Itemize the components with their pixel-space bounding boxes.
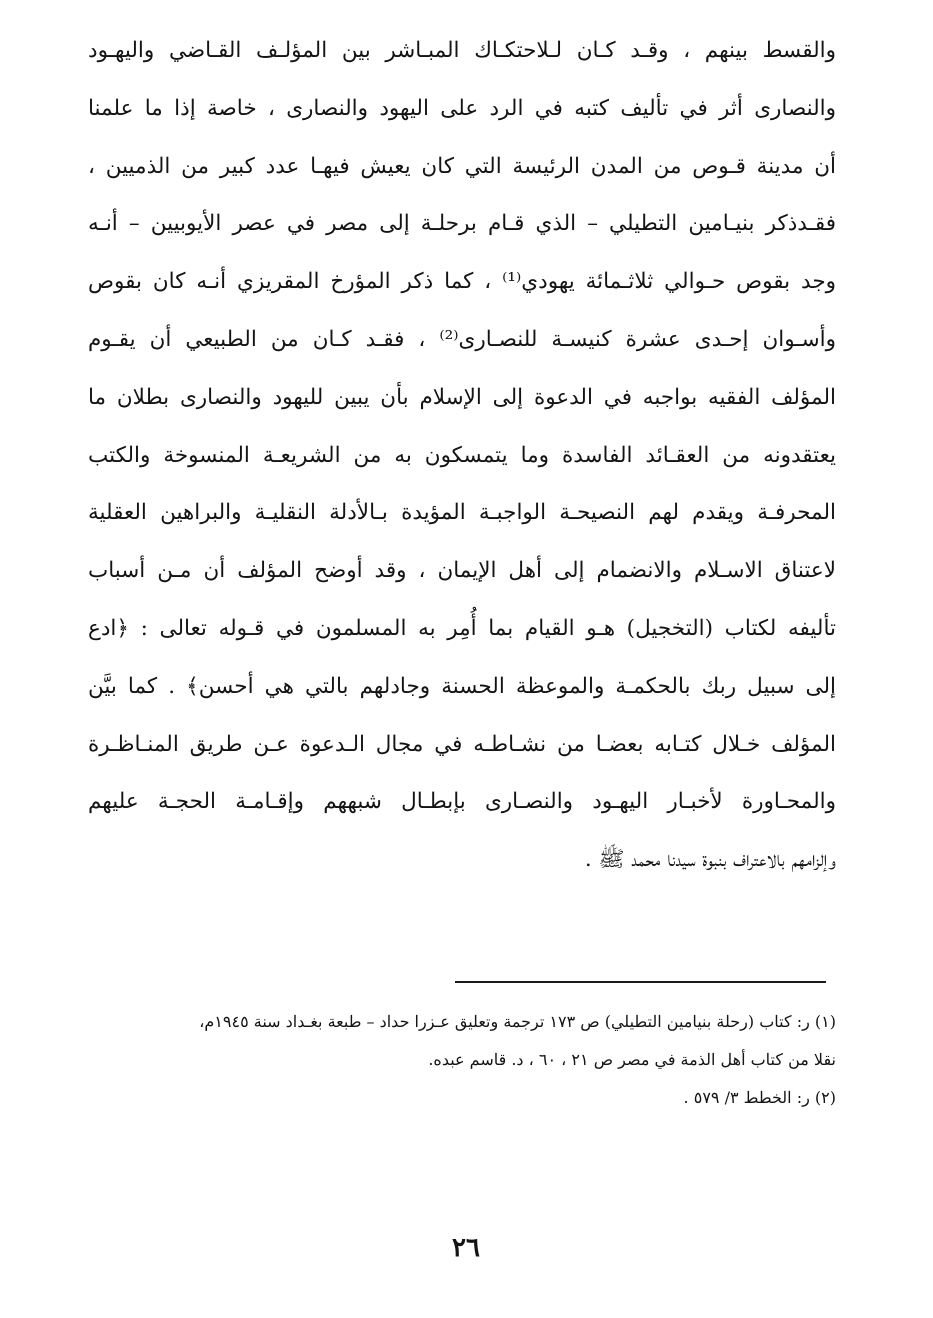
body-line: والقسط بينهم ، وقـد كـان لـلاحتكـاك المبـاشر بين المؤلـف القـاضي واليهـود: [88, 38, 836, 63]
body-line: أن مدينة قـوص من المدن الرئيسة التي كان يعيش فيهـا عدد كبير من الذميين ،: [88, 153, 836, 179]
body-line: وأسـوان إحـدى عشرة كنيسـة للنصـارى⁽²⁾ ، فقـد كـان من الطبيعي أن يقـوم: [88, 326, 836, 352]
footnotes: [88, 1003, 836, 1117]
body-line: وإلزامهم بالاعتراف بنبوة سيدنا محمد ﷺ .: [584, 847, 836, 873]
footnote-line: (٢) ر: الخطط ٣/ ٥٧٩ .: [683, 1088, 836, 1107]
body-line: وجد بقوص حـوالي ثلاثـمائة يهودي⁽¹⁾ ، كما ذكر المؤرخ المقريزي أنـه كان بقوص: [88, 269, 836, 295]
footnote-line: نقلا من كتاب أهل الذمة في مصر ص ٢١ ، ٦٠ ، د. قاسم عبده.: [428, 1050, 836, 1069]
body-line: المؤلف الفقيه بواجبه في الدعوة إلى الإسلام بأن يبين لليهود والنصارى بطلان ما: [88, 384, 836, 410]
footnote-line: (١) ر: كتاب (رحلة بنيامين التطيلي) ص ١٧٣ ترجمة وتعليق عـزرا حداد – طبعة بغـداد سنة ١٩٤٥م،: [199, 1012, 836, 1031]
body-line: لاعتناق الاسـلام والانضمام إلى أهل الإيمان ، وقد أوضح المؤلف أن مـن أسباب: [88, 558, 836, 584]
body-line: والمحـاورة لأخبـار اليهـود والنصـارى بإبطـال شبههم وإقـامـة الحجـة عليهم: [88, 789, 836, 815]
body-line: يعتقدونه من العقـائد الفاسدة وما يتمسكون به من الشريعـة المنسوخة والكتب: [88, 442, 836, 468]
page-number: ٢٦: [452, 1233, 480, 1263]
body-line: المحرفـة ويقدم لهم النصيحـة الواجبـة المؤيدة بـالأدلة النقليـة والبراهين العقلية: [88, 500, 836, 526]
body-line: والنصارى أثر في تأليف كتبه في الرد على اليهود والنصارى ، خاصة إذا ما علمنا: [88, 95, 836, 121]
body-line: إلى سبيل ربك بالحكمـة والموعظة الحسنة وجادلهم بالتي هي أحسن﴾ . كما بيَّن: [88, 673, 836, 699]
body-text: [88, 22, 836, 889]
footnote-separator: [455, 981, 826, 983]
body-line: فقـدذكر بنيـامين التطيلي – الذي قـام برحلـة إلى مصر في عصر الأيوبيين – أنـه: [88, 211, 836, 237]
body-line: تأليفه لكتاب (التخجيل) هـو القيام بما أُمِر به المسلمون في قـوله تعالى : ﴿ادع: [88, 615, 836, 641]
body-line: المؤلف خـلال كتـابه بعضـا من نشـاطـه في مجال الـدعوة عـن طريق المنـاظـرة: [88, 731, 836, 757]
